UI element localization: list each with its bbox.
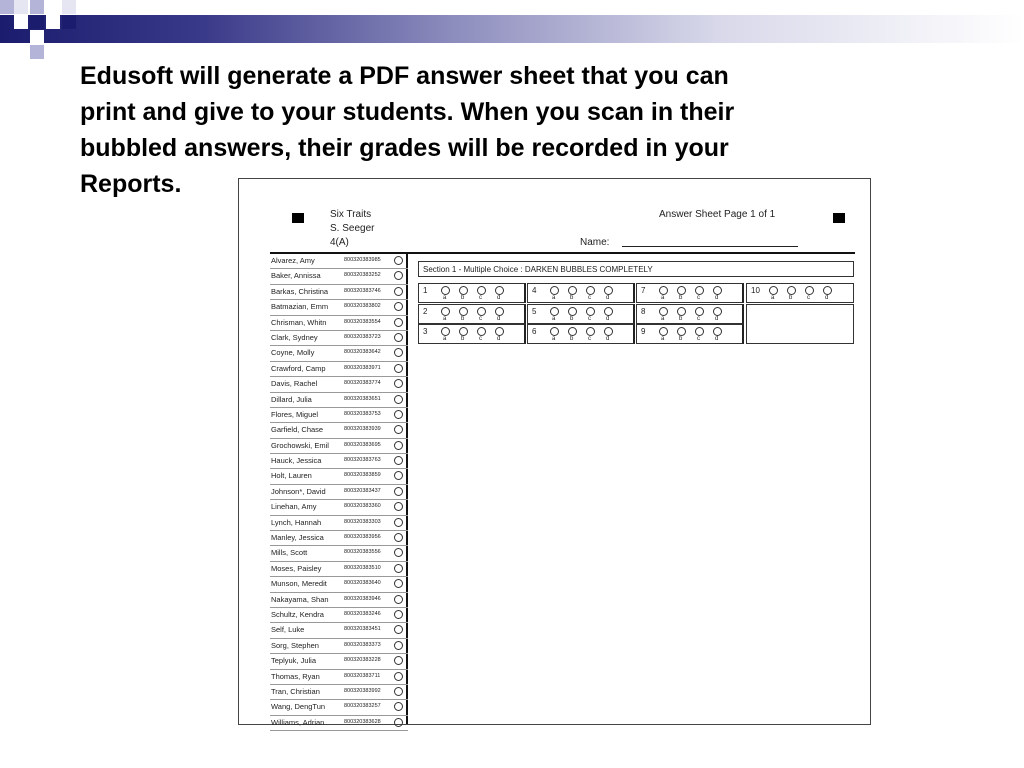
student-name: Mills, Scott	[271, 548, 308, 558]
student-id: 800320383992	[344, 687, 381, 694]
decor-square	[30, 15, 44, 29]
student-id: 800320383642	[344, 349, 381, 356]
choice-letter: c	[697, 295, 700, 301]
student-select-bubble[interactable]	[394, 579, 403, 588]
student-select-bubble[interactable]	[394, 333, 403, 342]
student-select-bubble[interactable]	[394, 271, 403, 280]
answer-bubble[interactable]	[477, 286, 486, 295]
question-cell	[418, 304, 526, 324]
student-select-bubble[interactable]	[394, 471, 403, 480]
student-id: 800320383802	[344, 303, 381, 310]
choice-letter: b	[570, 336, 574, 342]
choice-letter: c	[479, 295, 482, 301]
answer-bubble[interactable]	[604, 327, 613, 336]
student-row	[270, 700, 408, 715]
answer-sheet	[238, 178, 871, 725]
student-select-bubble[interactable]	[394, 256, 403, 265]
choice-letter: b	[461, 336, 465, 342]
question-number: 10	[751, 286, 760, 295]
answer-bubble[interactable]	[550, 327, 559, 336]
decor-square	[30, 45, 44, 59]
student-select-bubble[interactable]	[394, 672, 403, 681]
question-number: 7	[641, 286, 646, 295]
student-name: Thomas, Ryan	[271, 671, 320, 681]
question-number: 9	[641, 327, 646, 336]
choice-letter: c	[697, 336, 700, 342]
student-name: Garfield, Chase	[271, 425, 324, 435]
student-id: 800320383651	[344, 395, 381, 402]
answer-bubble[interactable]	[550, 286, 559, 295]
student-select-bubble[interactable]	[394, 656, 403, 665]
student-id: 800320383956	[344, 534, 381, 541]
student-select-bubble[interactable]	[394, 395, 403, 404]
student-select-bubble[interactable]	[394, 610, 403, 619]
decor-square	[46, 15, 60, 29]
student-select-bubble[interactable]	[394, 518, 403, 527]
title-gradient-bar	[0, 15, 1024, 43]
student-select-bubble[interactable]	[394, 302, 403, 311]
answer-bubble[interactable]	[805, 286, 814, 295]
answer-bubble[interactable]	[477, 307, 486, 316]
student-row	[270, 608, 408, 623]
answer-bubble[interactable]	[787, 286, 796, 295]
answer-bubble[interactable]	[495, 286, 504, 295]
answer-bubble[interactable]	[769, 286, 778, 295]
student-row	[270, 500, 408, 515]
answer-bubble[interactable]	[586, 307, 595, 316]
answer-bubble[interactable]	[659, 307, 668, 316]
choice-letter: c	[588, 295, 591, 301]
student-select-bubble[interactable]	[394, 548, 403, 557]
student-id: 800320383228	[344, 657, 381, 664]
student-row	[270, 670, 408, 685]
choice-letter: a	[552, 295, 556, 301]
choice-letter: c	[588, 316, 591, 322]
choice-letter: c	[588, 336, 591, 342]
student-id: 800320383763	[344, 457, 381, 464]
student-row	[270, 423, 408, 438]
student-id: 800320383985	[344, 257, 381, 263]
student-name: Manley, Jessica	[271, 533, 324, 543]
answer-bubble[interactable]	[568, 307, 577, 316]
student-name: Hauck, Jessica	[271, 456, 322, 466]
student-row	[270, 393, 408, 408]
answer-bubble[interactable]	[713, 286, 722, 295]
student-row	[270, 577, 408, 592]
registration-mark	[833, 213, 845, 223]
student-id: 800320383971	[344, 364, 381, 371]
student-row	[270, 516, 408, 531]
student-row	[270, 546, 408, 561]
student-name: Clark, Sydney	[271, 332, 318, 342]
student-row	[270, 346, 408, 361]
question-cell	[418, 283, 526, 303]
student-name: Davis, Rachel	[271, 379, 318, 389]
student-select-bubble[interactable]	[394, 702, 403, 711]
student-id: 800320383257	[344, 703, 381, 710]
student-name: Munson, Meredit	[271, 579, 327, 589]
student-id: 800320383373	[344, 641, 381, 648]
question-number: 6	[532, 327, 537, 336]
student-row	[270, 316, 408, 331]
question-cell	[527, 324, 635, 344]
name-label: Name:	[580, 237, 610, 248]
student-id: 800320383252	[344, 272, 381, 279]
answer-bubble[interactable]	[695, 307, 704, 316]
choice-letter: b	[461, 295, 465, 301]
decor-square	[62, 15, 76, 29]
student-id: 800320383946	[344, 595, 381, 602]
student-id: 800320383774	[344, 380, 381, 387]
student-name: Schultz, Kendra	[271, 609, 324, 619]
choice-letter: d	[606, 316, 610, 322]
student-row	[270, 331, 408, 346]
question-cell	[418, 324, 526, 344]
page-label: Answer Sheet Page 1 of 1	[659, 209, 776, 220]
student-name: Linehan, Amy	[271, 502, 317, 512]
student-row	[270, 300, 408, 315]
question-number: 2	[423, 307, 428, 316]
student-id: 800320383451	[344, 626, 381, 633]
student-id: 800320383246	[344, 610, 381, 617]
question-cell	[636, 283, 744, 303]
student-row	[270, 639, 408, 654]
student-name: Grochowski, Emil	[271, 440, 329, 450]
student-name: Coyne, Molly	[271, 348, 315, 358]
answer-bubble[interactable]	[568, 327, 577, 336]
student-row	[270, 254, 408, 269]
choice-letter: c	[479, 316, 482, 322]
student-select-bubble[interactable]	[394, 348, 403, 357]
student-name: Crawford, Camp	[271, 363, 326, 373]
student-name: Dillard, Julia	[271, 394, 312, 404]
student-row	[270, 485, 408, 500]
student-select-bubble[interactable]	[394, 533, 403, 542]
choice-letter: d	[497, 316, 501, 322]
question-number: 3	[423, 327, 428, 336]
student-name: Holt, Lauren	[271, 471, 312, 481]
choice-letter: a	[443, 295, 447, 301]
question-cell	[527, 283, 635, 303]
student-id: 800320383303	[344, 518, 381, 525]
choice-letter: d	[715, 316, 719, 322]
answer-bubble[interactable]	[459, 307, 468, 316]
student-id: 800320383360	[344, 503, 381, 510]
student-row	[270, 408, 408, 423]
choice-letter: d	[715, 295, 719, 301]
answer-bubble[interactable]	[459, 327, 468, 336]
student-row	[270, 469, 408, 484]
answer-bubble[interactable]	[477, 327, 486, 336]
student-row	[270, 716, 408, 731]
decor-square	[30, 0, 44, 14]
decor-square	[14, 0, 28, 14]
answer-bubble[interactable]	[568, 286, 577, 295]
student-name: Chrisman, Whitn	[271, 317, 327, 327]
student-select-bubble[interactable]	[394, 564, 403, 573]
student-id: 800320383554	[344, 318, 381, 325]
answer-bubble[interactable]	[713, 327, 722, 336]
decor-square	[62, 0, 76, 14]
choice-letter: a	[771, 295, 775, 301]
student-name: Self, Luke	[271, 625, 305, 635]
choice-letter: d	[497, 295, 501, 301]
question-number: 5	[532, 307, 537, 316]
question-number: 8	[641, 307, 646, 316]
student-roster	[270, 254, 408, 731]
answer-bubble[interactable]	[677, 286, 686, 295]
course-name: Six Traits	[330, 209, 372, 220]
student-name: Tran, Christian	[271, 686, 320, 696]
answer-bubble[interactable]	[604, 286, 613, 295]
student-name: Flores, Miguel	[271, 409, 319, 419]
student-row	[270, 623, 408, 638]
student-row	[270, 377, 408, 392]
section-1	[418, 261, 856, 343]
choice-letter: b	[679, 336, 683, 342]
student-select-bubble[interactable]	[394, 441, 403, 450]
choice-letter: a	[443, 336, 447, 342]
student-select-bubble[interactable]	[394, 379, 403, 388]
answer-bubble[interactable]	[586, 327, 595, 336]
student-name: Johnson*, David	[271, 486, 326, 496]
answer-bubble[interactable]	[695, 286, 704, 295]
decor-square	[0, 0, 14, 14]
choice-letter: a	[661, 316, 665, 322]
student-select-bubble[interactable]	[394, 502, 403, 511]
student-row	[270, 531, 408, 546]
choice-letter: b	[789, 295, 793, 301]
answer-bubble[interactable]	[604, 307, 613, 316]
student-id: 800320383695	[344, 441, 381, 448]
answer-bubble[interactable]	[441, 307, 450, 316]
choice-letter: d	[825, 295, 829, 301]
student-row	[270, 285, 408, 300]
student-name: Nakayama, Shan	[271, 594, 329, 604]
question-cell	[527, 304, 635, 324]
student-row	[270, 593, 408, 608]
answer-bubble[interactable]	[586, 286, 595, 295]
student-select-bubble[interactable]	[394, 595, 403, 604]
choice-letter: b	[570, 295, 574, 301]
student-id: 800320383640	[344, 580, 381, 587]
answer-bubble[interactable]	[713, 307, 722, 316]
answer-bubble[interactable]	[441, 286, 450, 295]
decor-square	[30, 30, 44, 44]
student-row	[270, 269, 408, 284]
student-id: 800320383711	[344, 672, 381, 679]
student-select-bubble[interactable]	[394, 364, 403, 373]
question-number: 1	[423, 286, 428, 295]
choice-letter: a	[552, 316, 556, 322]
student-name: Baker, Annissa	[271, 271, 321, 281]
student-id: 800320383723	[344, 333, 381, 340]
choice-letter: d	[606, 295, 610, 301]
student-select-bubble[interactable]	[394, 641, 403, 650]
answer-bubble[interactable]	[659, 327, 668, 336]
choice-letter: d	[497, 336, 501, 342]
student-name: Teplyuk, Julia	[271, 656, 317, 666]
answer-bubble[interactable]	[677, 327, 686, 336]
student-select-bubble[interactable]	[394, 487, 403, 496]
student-id: 800320383556	[344, 549, 381, 556]
slide-text: Edusoft will generate a PDF answer sheet that you can print and give to your students. When you scan in their bubbled answers, their grades will be recorded in your Reports.	[80, 62, 735, 198]
student-name: Lynch, Hannah	[271, 517, 322, 527]
choice-letter: a	[661, 336, 665, 342]
choice-letter: c	[807, 295, 810, 301]
question-number: 4	[532, 286, 537, 295]
student-row	[270, 562, 408, 577]
student-select-bubble[interactable]	[394, 718, 403, 727]
choice-letter: a	[661, 295, 665, 301]
student-name: Batmazian, Emm	[271, 302, 329, 312]
name-blank-line	[622, 246, 798, 247]
student-id: 800320383628	[344, 718, 381, 725]
student-id: 800320383939	[344, 426, 381, 433]
student-row	[270, 685, 408, 700]
student-name: Sorg, Stephen	[271, 640, 319, 650]
section-title: Section 1 - Multiple Choice : DARKEN BUBBLES COMPLETELY	[418, 261, 854, 277]
student-select-bubble[interactable]	[394, 318, 403, 327]
choice-letter: c	[697, 316, 700, 322]
answer-bubble[interactable]	[659, 286, 668, 295]
student-id: 800320383510	[344, 564, 381, 571]
student-name: Moses, Paisley	[271, 563, 322, 573]
student-row	[270, 454, 408, 469]
teacher-name: S. Seeger	[330, 223, 375, 234]
answer-bubble[interactable]	[441, 327, 450, 336]
student-row	[270, 362, 408, 377]
question-cell	[746, 283, 854, 303]
student-select-bubble[interactable]	[394, 287, 403, 296]
choice-letter: b	[461, 316, 465, 322]
choice-letter: b	[570, 316, 574, 322]
answer-bubble[interactable]	[550, 307, 559, 316]
choice-letter: b	[679, 295, 683, 301]
answer-bubble[interactable]	[495, 307, 504, 316]
student-row	[270, 654, 408, 669]
student-select-bubble[interactable]	[394, 456, 403, 465]
student-name: Barkas, Christina	[271, 286, 329, 296]
student-row	[270, 439, 408, 454]
question-cell	[636, 304, 744, 324]
answer-bubble[interactable]	[823, 286, 832, 295]
student-name: Williams, Adrian	[271, 717, 325, 727]
student-select-bubble[interactable]	[394, 425, 403, 434]
student-select-bubble[interactable]	[394, 687, 403, 696]
choice-letter: c	[479, 336, 482, 342]
student-name: Wang, DengTun	[271, 702, 326, 712]
answer-bubble[interactable]	[677, 307, 686, 316]
student-id: 800320383753	[344, 410, 381, 417]
student-id: 800320383859	[344, 472, 381, 479]
student-name: Alvarez, Amy	[271, 256, 315, 265]
choice-letter: d	[606, 336, 610, 342]
registration-mark	[292, 213, 304, 223]
student-select-bubble[interactable]	[394, 625, 403, 634]
answer-bubble[interactable]	[695, 327, 704, 336]
student-select-bubble[interactable]	[394, 410, 403, 419]
question-cell-empty	[746, 304, 854, 344]
choice-letter: b	[679, 316, 683, 322]
student-id: 800320383437	[344, 487, 381, 494]
class-period: 4(A)	[330, 237, 349, 248]
question-cell	[636, 324, 744, 344]
choice-letter: a	[552, 336, 556, 342]
student-id: 800320383746	[344, 287, 381, 294]
decor-square	[14, 15, 28, 29]
answer-bubble[interactable]	[495, 327, 504, 336]
answer-bubble[interactable]	[459, 286, 468, 295]
choice-letter: d	[715, 336, 719, 342]
choice-letter: a	[443, 316, 447, 322]
